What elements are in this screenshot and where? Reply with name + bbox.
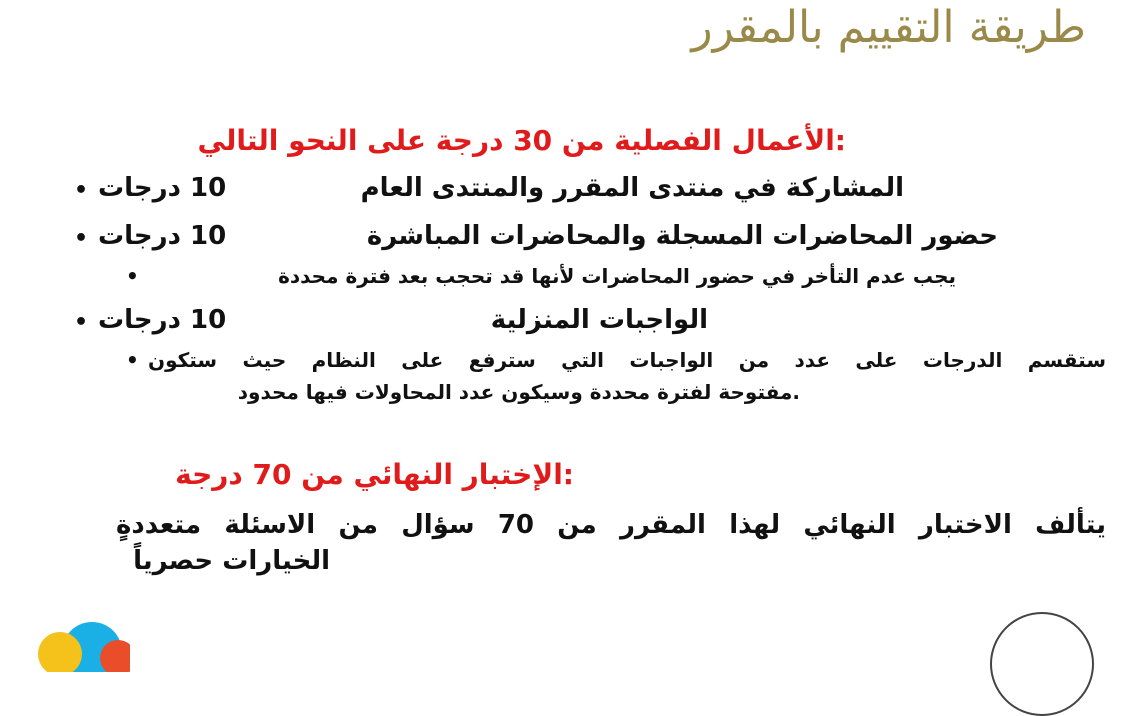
final-exam-text-line-2: الخيارات حصرياً <box>133 546 330 576</box>
item-3-value: 10 درجات <box>98 305 227 335</box>
decorative-circle-icon <box>990 612 1094 716</box>
bullet-icon: • <box>74 310 89 335</box>
sub-note-attendance: يجب عدم التأخر في حضور المحاضرات لأنها قد تحجب بعد فترة محددة <box>278 264 956 288</box>
slide-title: طريقة التقييم بالمقرر <box>691 2 1086 53</box>
final-exam-heading: :الإختبار النهائي من 70 درجة <box>175 458 574 491</box>
bullet-icon: • <box>126 348 139 372</box>
item-2-value: 10 درجات <box>98 221 227 251</box>
item-3-label: الواجبات المنزلية <box>490 305 708 335</box>
item-1-label: المشاركة في منتدى المقرر والمنتدى العام <box>360 173 904 203</box>
sub-note-homework-2: .مفتوحة لفترة محددة وسيكون عدد المحاولات فيها محدود <box>237 380 800 404</box>
bullet-icon: • <box>126 264 139 288</box>
sub-note-homework-1: ستقسم الدرجات على عدد من الواجبات التي سترفع على النظام حيث ستكون <box>148 348 1106 372</box>
item-2-label: حضور المحاضرات المسجلة والمحاضرات المباشرة <box>366 221 998 251</box>
final-exam-text-line-1: يتألف الاختبار النهائي لهذا المقرر من 70 سؤال من الاسئلة متعددةٍ <box>116 510 1106 540</box>
item-1-value: 10 درجات <box>98 173 227 203</box>
logo-icon <box>30 612 130 672</box>
coursework-heading: :الأعمال الفصلية من 30 درجة على النحو التالي <box>197 124 846 157</box>
bullet-icon: • <box>74 226 89 251</box>
bullet-icon: • <box>74 178 89 203</box>
